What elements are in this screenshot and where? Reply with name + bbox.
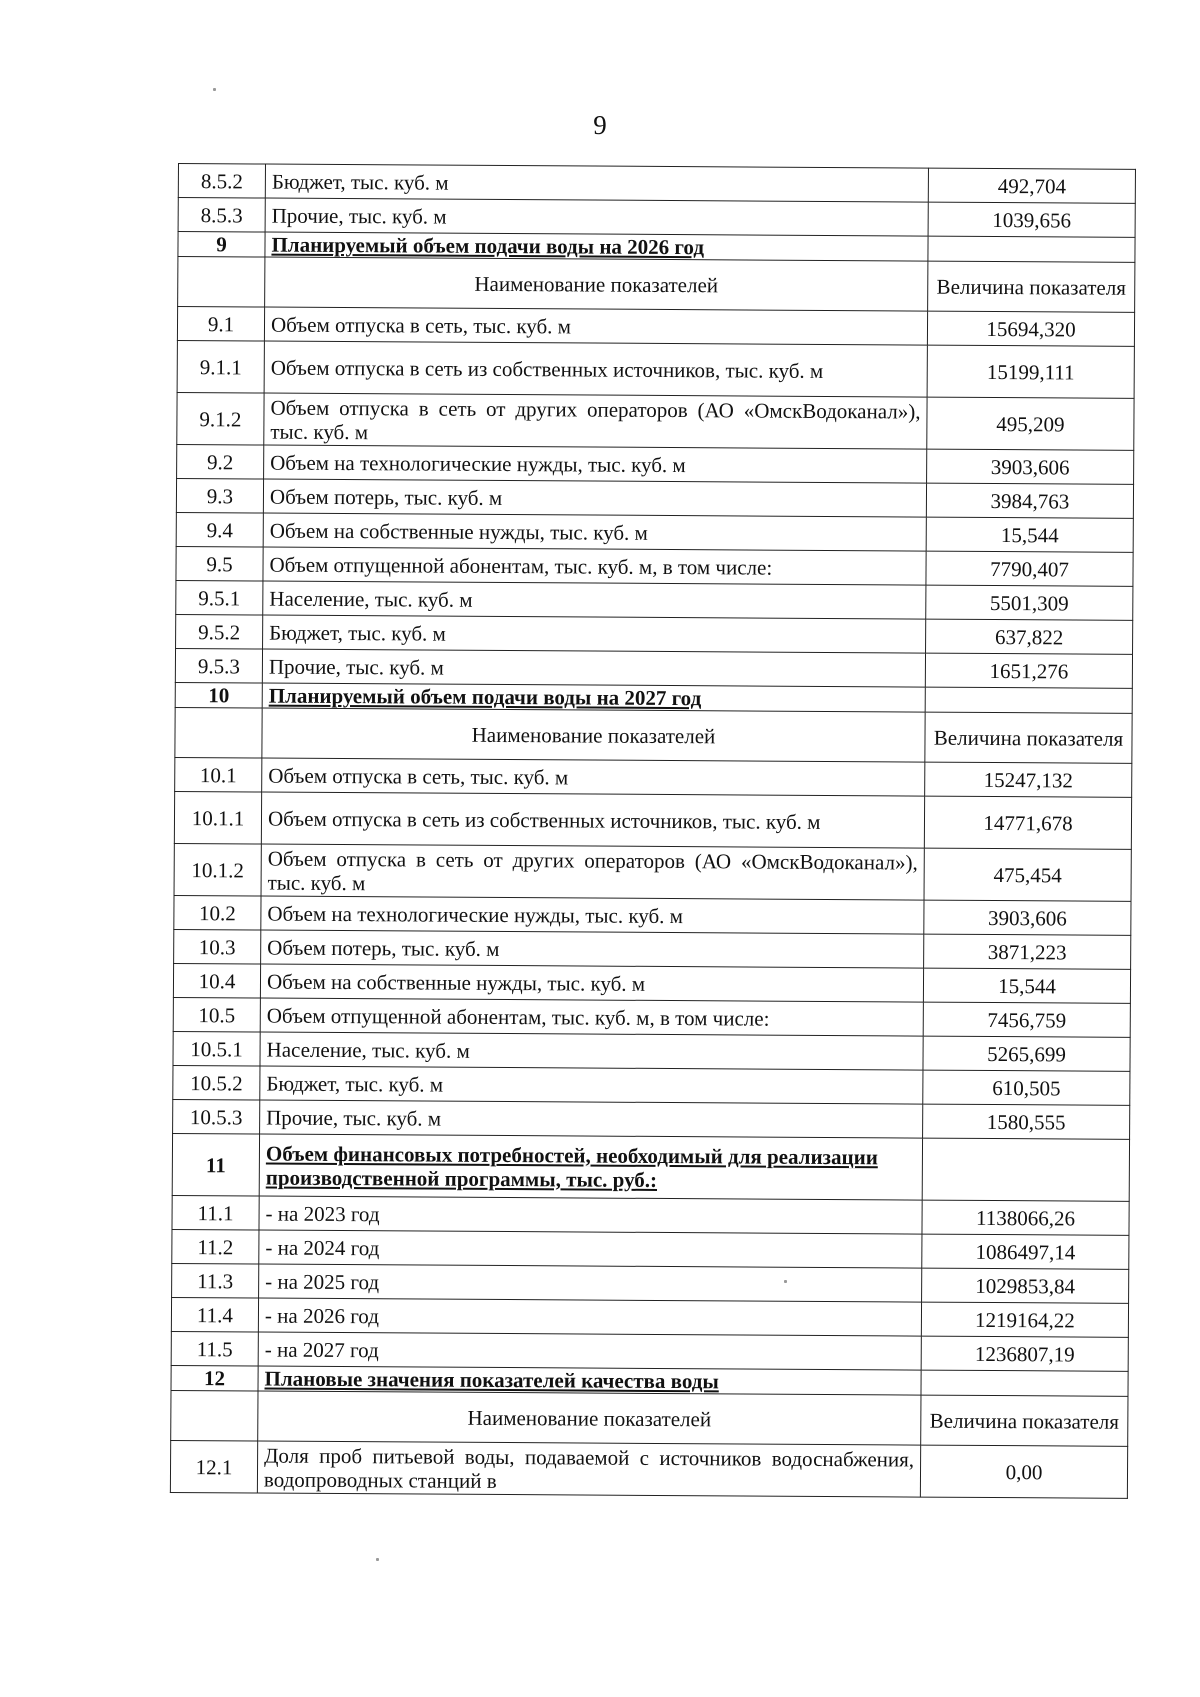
table-row xyxy=(176,512,1133,552)
column-header-name: Наименование показателей xyxy=(265,257,928,311)
table-row xyxy=(176,546,1133,586)
indicator-name: Объем на собственные нужды, тыс. куб. м xyxy=(260,964,923,1002)
row-number: 12.1 xyxy=(170,1440,257,1493)
indicator-value: 15694,320 xyxy=(927,311,1134,346)
indicators-table-body xyxy=(170,164,1135,1499)
row-number: 9.2 xyxy=(177,444,264,479)
indicator-name: Объем отпущенной абонентам, тыс. куб. м, в том числе: xyxy=(260,998,923,1036)
indicator-name: - на 2025 год xyxy=(259,1264,922,1302)
table-row xyxy=(176,478,1133,518)
row-number xyxy=(178,257,265,308)
indicator-value: 15247,132 xyxy=(925,762,1132,797)
indicator-value: 5501,309 xyxy=(926,585,1133,620)
indicator-value: 1580,555 xyxy=(923,1104,1130,1139)
row-number: 10 xyxy=(175,682,262,708)
header-row xyxy=(178,257,1135,313)
table-row xyxy=(177,392,1134,450)
row-number: 10.1.2 xyxy=(174,843,261,896)
indicator-value: 1138066,26 xyxy=(922,1200,1129,1235)
row-number: 11.5 xyxy=(171,1331,258,1366)
row-number: 12 xyxy=(171,1365,258,1391)
indicator-value: 1086497,14 xyxy=(922,1234,1129,1269)
table-row xyxy=(178,164,1135,204)
indicator-name: Плановые значения показателей качества воды xyxy=(258,1366,921,1395)
table-row xyxy=(172,1263,1129,1303)
row-number: 9.3 xyxy=(176,478,263,513)
row-number: 9.1 xyxy=(177,307,264,342)
indicator-name: Объем потерь, тыс. куб. м xyxy=(261,930,924,968)
indicator-value: 3903,606 xyxy=(927,449,1134,484)
indicator-name: Объем отпуска в сеть из собственных источников, тыс. куб. м xyxy=(261,792,924,848)
indicator-value: 610,505 xyxy=(923,1070,1130,1105)
indicator-value xyxy=(925,687,1132,713)
table-row xyxy=(178,198,1135,238)
indicator-name: Объем отпуска в сеть, тыс. куб. м xyxy=(262,758,925,796)
row-number: 9.1.2 xyxy=(177,392,264,445)
row-number: 10.1 xyxy=(175,757,262,792)
header-row xyxy=(175,707,1132,763)
indicator-value: 3871,223 xyxy=(924,934,1131,969)
scan-speck xyxy=(376,1558,379,1561)
indicator-name: Население, тыс. куб. м xyxy=(263,581,926,619)
row-number: 8.5.3 xyxy=(178,198,265,233)
indicator-name: - на 2027 год xyxy=(258,1332,921,1370)
indicator-value: 3903,606 xyxy=(924,900,1131,935)
indicator-value xyxy=(921,1370,1128,1396)
table-row xyxy=(170,1440,1127,1498)
row-number: 9.4 xyxy=(176,512,263,547)
row-number xyxy=(171,1390,258,1441)
scan-speck xyxy=(213,88,216,91)
table-row xyxy=(173,1099,1130,1139)
indicator-name: - на 2026 год xyxy=(258,1298,921,1336)
indicator-name: Объем отпуска в сеть из собственных источников, тыс. куб. м xyxy=(264,341,927,397)
section-row xyxy=(172,1133,1129,1201)
indicator-value: 14771,678 xyxy=(924,796,1131,849)
indicator-name: Объем отпуска в сеть, тыс. куб. м xyxy=(264,307,927,345)
row-number: 9.5.3 xyxy=(175,648,262,683)
indicator-name: Прочие, тыс. куб. м xyxy=(265,198,928,236)
row-number: 9.5 xyxy=(176,546,263,581)
indicator-name: Объем отпуска в сеть от других операторов (АО «ОмскВодоканал»), тыс. куб. м xyxy=(264,393,927,449)
table-row xyxy=(173,963,1130,1003)
row-number: 10.4 xyxy=(173,963,260,998)
indicator-value: 0,00 xyxy=(920,1445,1127,1498)
indicator-name: Население, тыс. куб. м xyxy=(260,1032,923,1070)
indicators-table xyxy=(170,163,1136,1499)
row-number xyxy=(175,707,262,758)
row-number: 11.1 xyxy=(172,1195,259,1230)
indicator-name: Бюджет, тыс. куб. м xyxy=(265,164,928,202)
header-row xyxy=(171,1390,1128,1446)
table-row xyxy=(176,580,1133,620)
indicator-name: - на 2023 год xyxy=(259,1196,922,1234)
page-number: 9 xyxy=(593,110,607,140)
table-row xyxy=(174,791,1131,849)
indicator-value: 15,544 xyxy=(923,968,1130,1003)
table-row xyxy=(177,444,1134,484)
table-row xyxy=(173,1065,1130,1105)
table-row xyxy=(174,895,1131,935)
column-header-value: Величина показателя xyxy=(925,712,1132,763)
column-header-value: Величина показателя xyxy=(921,1395,1128,1446)
row-number: 8.5.2 xyxy=(178,164,265,199)
indicator-value: 7790,407 xyxy=(926,551,1133,586)
row-number: 9 xyxy=(178,232,265,258)
row-number: 10.5.2 xyxy=(173,1065,260,1100)
indicator-value: 1651,276 xyxy=(925,653,1132,688)
table-row xyxy=(173,997,1130,1037)
table-row xyxy=(173,1031,1130,1071)
indicator-value: 1039,656 xyxy=(928,202,1135,237)
table-row xyxy=(177,340,1134,398)
indicator-value: 15199,111 xyxy=(927,345,1134,398)
indicator-value xyxy=(928,236,1135,262)
indicator-value xyxy=(922,1138,1129,1201)
row-number: 9.5.2 xyxy=(176,614,263,649)
table-row xyxy=(175,757,1132,797)
indicator-name: Объем отпущенной абонентам, тыс. куб. м, в том числе: xyxy=(263,547,926,585)
indicator-name: Доля проб питьевой воды, подаваемой с источников водоснабжения, водопроводных станций в xyxy=(257,1441,920,1497)
indicator-name: - на 2024 год xyxy=(259,1230,922,1268)
table-row xyxy=(175,648,1132,688)
row-number: 11.3 xyxy=(172,1263,259,1298)
table-row xyxy=(172,1195,1129,1235)
indicator-name: Объем на технологические нужды, тыс. куб. м xyxy=(261,896,924,934)
table-row xyxy=(176,614,1133,654)
table-row xyxy=(171,1331,1128,1371)
column-header-name: Наименование показателей xyxy=(258,1391,921,1445)
table-row xyxy=(177,307,1134,347)
indicator-value: 1236807,19 xyxy=(921,1336,1128,1371)
indicator-value: 15,544 xyxy=(926,517,1133,552)
indicator-value: 475,454 xyxy=(924,848,1131,901)
table-row xyxy=(174,929,1131,969)
row-number: 9.1.1 xyxy=(177,340,264,393)
indicator-value: 1029853,84 xyxy=(922,1268,1129,1303)
row-number: 11.2 xyxy=(172,1229,259,1264)
indicator-name: Прочие, тыс. куб. м xyxy=(262,649,925,687)
indicator-value: 7456,759 xyxy=(923,1002,1130,1037)
indicator-name: Объем на технологические нужды, тыс. куб. м xyxy=(264,445,927,483)
row-number: 11.4 xyxy=(171,1297,258,1332)
row-number: 10.5 xyxy=(173,997,260,1032)
table-row xyxy=(174,843,1131,901)
scan-speck xyxy=(784,1280,787,1283)
indicator-value: 3984,763 xyxy=(926,483,1133,518)
indicator-name: Объем на собственные нужды, тыс. куб. м xyxy=(263,513,926,551)
table-row xyxy=(172,1229,1129,1269)
row-number: 10.2 xyxy=(174,895,261,930)
indicator-value: 492,704 xyxy=(928,168,1135,203)
row-number: 9.5.1 xyxy=(176,580,263,615)
indicator-name: Объем финансовых потребностей, необходимый для реализации производственной программы, тыс. руб.: xyxy=(259,1134,922,1200)
indicator-value: 495,209 xyxy=(927,397,1134,450)
column-header-value: Величина показателя xyxy=(928,261,1135,312)
indicator-name: Планируемый объем подачи воды на 2027 год xyxy=(262,683,925,712)
indicator-name: Бюджет, тыс. куб. м xyxy=(260,1066,923,1104)
indicator-name: Бюджет, тыс. куб. м xyxy=(263,615,926,653)
row-number: 10.5.1 xyxy=(173,1031,260,1066)
indicator-value: 1219164,22 xyxy=(921,1302,1128,1337)
row-number: 10.5.3 xyxy=(173,1099,260,1134)
row-number: 10.3 xyxy=(174,929,261,964)
indicator-name: Прочие, тыс. куб. м xyxy=(260,1100,923,1138)
table-row xyxy=(171,1297,1128,1337)
row-number: 11 xyxy=(172,1133,259,1196)
indicator-name: Планируемый объем подачи воды на 2026 год xyxy=(265,232,928,261)
indicator-value: 637,822 xyxy=(926,619,1133,654)
indicator-name: Объем отпуска в сеть от других операторов (АО «ОмскВодоканал»), тыс. куб. м xyxy=(261,844,924,900)
row-number: 10.1.1 xyxy=(174,791,261,844)
indicator-name: Объем потерь, тыс. куб. м xyxy=(263,479,926,517)
column-header-name: Наименование показателей xyxy=(262,708,925,762)
indicator-value: 5265,699 xyxy=(923,1036,1130,1071)
